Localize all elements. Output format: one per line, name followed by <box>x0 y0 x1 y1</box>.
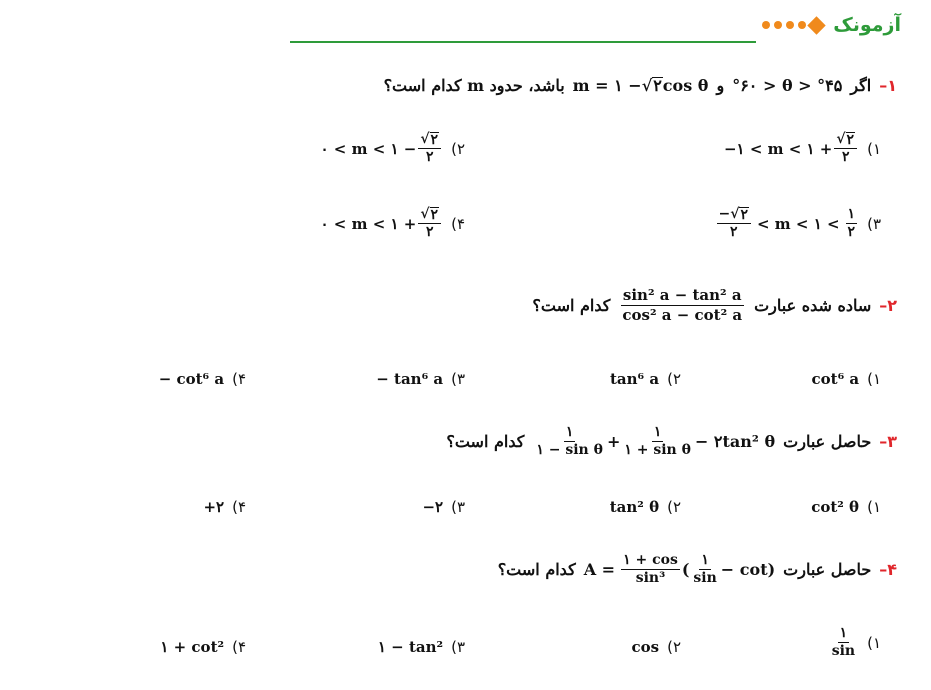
fraction: √ ۲ ۲ <box>834 132 857 166</box>
fraction <box>622 425 693 459</box>
fraction-denominator: cos² a − cot² a <box>622 305 743 324</box>
option-number: ۴) <box>232 638 246 656</box>
option-3[interactable] <box>715 207 881 241</box>
expression <box>584 553 775 587</box>
radicand: ۲ <box>740 207 749 224</box>
option-value: +۲ <box>203 498 225 516</box>
fraction-denominator: sin³ <box>635 570 666 587</box>
option-number: ۲) <box>667 370 681 388</box>
option-value: ۱ + cot² <box>160 638 225 656</box>
option-4[interactable] <box>159 370 246 388</box>
expression-part: ۰ < m < ۱ + <box>320 214 417 233</box>
question-text: کدام است؟ <box>532 295 611 315</box>
decor-dot <box>762 21 770 29</box>
fraction-numerator: ۱ <box>838 626 850 643</box>
option-2[interactable] <box>610 370 681 388</box>
radicand: ۲ <box>653 76 662 95</box>
question-text: حاصل عبارت <box>783 560 872 580</box>
question-text: باشد، حدود m کدام است؟ <box>383 76 565 95</box>
option-expression <box>321 207 444 241</box>
question-3 <box>446 425 897 459</box>
sqrt: √ ۲ <box>641 76 662 95</box>
option-number: ۴) <box>451 214 465 233</box>
expression-part: cos θ <box>662 76 709 95</box>
question-text: حاصل عبارت <box>783 432 872 452</box>
fraction-denominator: sin <box>693 570 717 587</box>
option-expression <box>828 626 859 660</box>
condition-expression: °۶۰ > θ > °۴۵ <box>732 76 843 95</box>
option-3[interactable] <box>378 638 465 656</box>
fraction-numerator: ۱ <box>564 425 576 442</box>
option-number: ۱) <box>867 498 881 516</box>
question-text: اگر <box>850 76 872 95</box>
fraction: √ ۲ ۲ <box>418 207 441 241</box>
option-number: ۲) <box>667 498 681 516</box>
question-number: ۱– <box>879 76 897 95</box>
fraction-numerator: sin² a − tan² a <box>622 286 742 304</box>
fraction-denominator: ۲ <box>425 149 434 166</box>
option-1[interactable] <box>828 626 881 660</box>
fraction <box>691 553 718 587</box>
decor-dot <box>798 21 806 29</box>
fraction-denominator: ۱ + sin θ <box>624 442 691 459</box>
option-4[interactable] <box>203 498 246 516</box>
option-2[interactable] <box>321 132 465 166</box>
brand-decoration <box>762 19 823 32</box>
option-expression <box>724 132 859 166</box>
question-text: ساده شده عبارت <box>754 295 872 315</box>
option-value: − cot⁶ a <box>158 370 225 388</box>
expression-part: −۱ < m < ۱ + <box>723 139 833 158</box>
expression <box>532 425 775 459</box>
brand-name: آزمونک <box>833 14 901 36</box>
operator: + <box>606 432 621 452</box>
option-value: cot² θ <box>811 498 860 516</box>
option-1[interactable] <box>812 370 882 388</box>
option-value: ۱ − tan² <box>377 638 444 656</box>
option-number: ۳) <box>451 638 465 656</box>
question-number: ۳– <box>879 432 897 452</box>
option-expression <box>715 207 860 241</box>
header-rule <box>290 41 756 43</box>
question-number: ۴– <box>879 560 897 580</box>
expression-part: A = <box>583 560 616 580</box>
option-number: ۱) <box>867 633 881 652</box>
fraction-numerator: ۱ + cos <box>621 553 680 570</box>
option-expression <box>321 132 444 166</box>
fraction-denominator: ۲ <box>841 149 850 166</box>
option-3[interactable] <box>422 498 465 516</box>
decor-diamond <box>808 16 826 34</box>
expression-part: − ۲tan² θ <box>694 432 776 452</box>
decor-dot <box>786 21 794 29</box>
fraction: −√ ۲ ۲ <box>717 207 751 241</box>
option-1[interactable] <box>724 132 881 166</box>
option-value: tan⁶ a <box>610 370 660 388</box>
question-text: کدام است؟ <box>446 432 525 452</box>
fraction <box>534 425 605 459</box>
fraction: √ ۲ ۲ <box>418 132 441 166</box>
option-2[interactable] <box>610 498 681 516</box>
question-number: ۲– <box>879 295 897 315</box>
fraction <box>620 287 744 323</box>
option-number: ۴) <box>232 498 246 516</box>
option-number: ۳) <box>451 370 465 388</box>
option-number: ۲) <box>451 139 465 158</box>
option-2[interactable] <box>631 638 681 656</box>
option-number: ۱) <box>867 139 881 158</box>
question-2 <box>532 287 897 323</box>
expression-part: ۰ < m < ۱ − <box>320 139 417 158</box>
option-number: ۴) <box>232 370 246 388</box>
option-4[interactable] <box>321 207 465 241</box>
option-number: ۳) <box>867 214 881 233</box>
option-value: tan² θ <box>609 498 660 516</box>
option-4[interactable] <box>160 638 246 656</box>
brand-header <box>762 14 901 36</box>
open-paren: ( <box>681 560 690 580</box>
option-number: ۱) <box>867 370 881 388</box>
fraction-denominator: ۲ <box>425 224 434 241</box>
expression <box>618 287 746 323</box>
fraction <box>846 207 858 241</box>
fraction-numerator: ۱ <box>652 425 664 442</box>
conjunction: و <box>716 76 725 95</box>
option-value: cos <box>631 638 660 656</box>
option-1[interactable] <box>811 498 881 516</box>
radicand: ۲ <box>430 207 439 224</box>
fraction-denominator: ۲ <box>847 224 856 241</box>
fraction-denominator: ۱ − sin θ <box>536 442 603 459</box>
fraction-numerator: ۱ <box>699 553 711 570</box>
option-value: −۲ <box>422 498 444 516</box>
fraction-denominator: ۲ <box>730 224 738 241</box>
decor-dot <box>774 21 782 29</box>
fraction <box>830 626 857 660</box>
radicand: ۲ <box>430 132 439 149</box>
expression-part: m = ۱ − <box>572 76 642 95</box>
option-number: ۳) <box>451 498 465 516</box>
expression-part: < m < ۱ < <box>757 214 840 233</box>
option-value: − tan⁶ a <box>376 370 444 388</box>
option-value: cot⁶ a <box>811 370 860 388</box>
option-number: ۲) <box>667 638 681 656</box>
question-text: کدام است؟ <box>497 560 576 580</box>
radicand: ۲ <box>846 132 855 149</box>
question-4 <box>498 553 897 587</box>
option-3[interactable] <box>376 370 465 388</box>
fraction <box>621 553 680 587</box>
question-1 <box>384 76 897 95</box>
expression-part: − <box>718 206 731 222</box>
m-definition <box>573 76 709 95</box>
fraction-numerator: ۱ <box>846 207 858 224</box>
fraction-denominator: sin <box>831 643 856 660</box>
expression-part: − cot) <box>720 560 776 580</box>
